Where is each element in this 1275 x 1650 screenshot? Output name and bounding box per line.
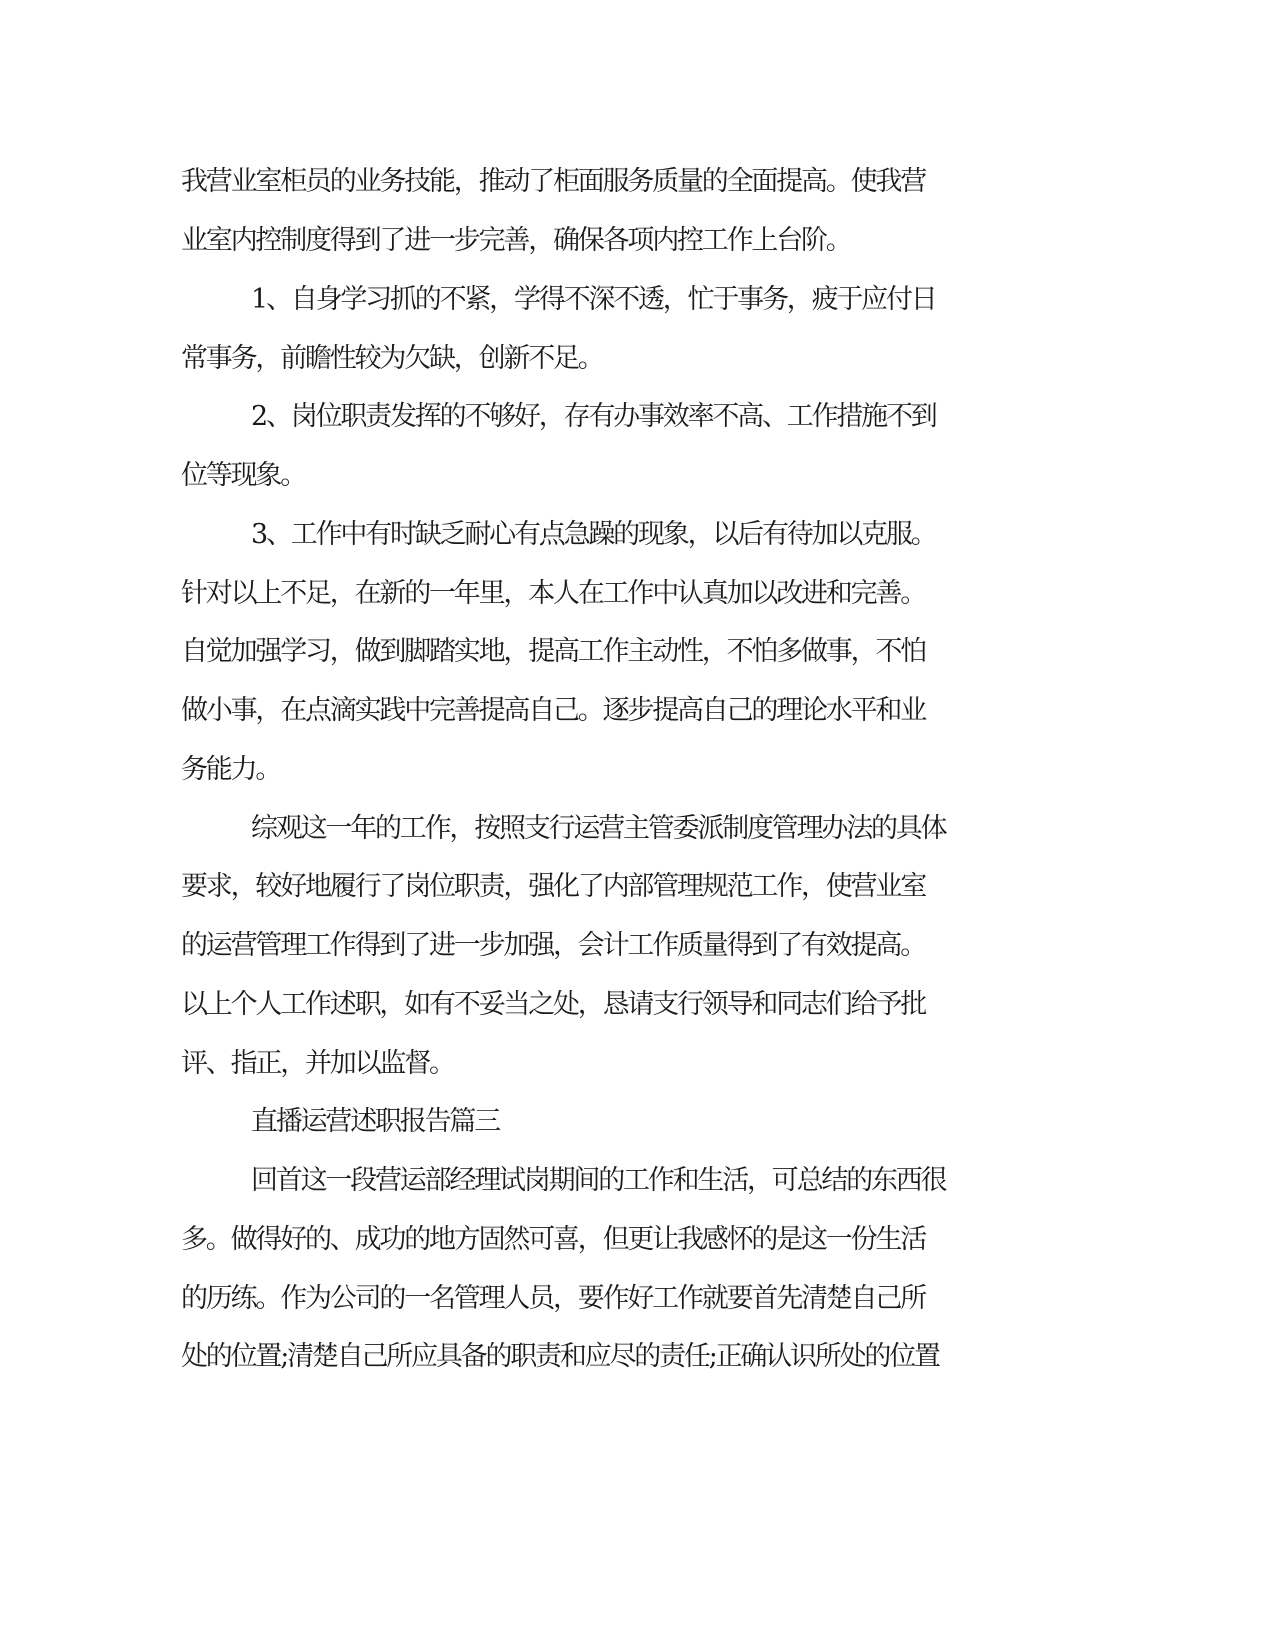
text-line: 自觉加强学习，做到脚踏实地，提高工作主动性，不怕多做事，不怕 — [181, 636, 925, 667]
text-line: 位等现象。 — [181, 460, 305, 491]
text-line: 以上个人工作述职，如有不妥当之处，恳请支行领导和同志们给予批 — [181, 989, 925, 1020]
text-line: 的运营管理工作得到了进一步加强，会计工作质量得到了有效提高。 — [181, 930, 925, 961]
list-item-2: 2、岗位职责发挥的不够好，存有办事效率不高、工作措施不到 — [251, 401, 936, 432]
text-line: 我营业室柜员的业务技能，推动了柜面服务质量的全面提高。使我营 — [181, 166, 925, 197]
paragraph-start: 综观这一年的工作，按照支行运营主管委派制度管理办法的具体 — [251, 813, 946, 844]
text-line: 务能力。 — [181, 754, 281, 785]
text-line: 处的位置;清楚自己所应具备的职责和应尽的责任;正确认识所处的位置 — [181, 1341, 939, 1372]
paragraph-start: 回首这一段营运部经理试岗期间的工作和生活，可总结的东西很 — [251, 1165, 946, 1196]
list-item-1: 1、自身学习抓的不紧，学得不深不透，忙于事务，疲于应付日 — [251, 284, 936, 315]
text-line: 常事务，前瞻性较为欠缺，创新不足。 — [181, 343, 603, 374]
text-line: 多。做得好的、成功的地方固然可喜，但更让我感怀的是这一份生活 — [181, 1224, 925, 1255]
text-line: 要求，较好地履行了岗位职责，强化了内部管理规范工作，使营业室 — [181, 871, 925, 902]
text-line: 做小事，在点滴实践中完善提高自己。逐步提高自己的理论水平和业 — [181, 695, 925, 726]
text-line: 业室内控制度得到了进一步完善，确保各项内控工作上台阶。 — [181, 225, 851, 256]
section-heading: 直播运营述职报告篇三 — [251, 1106, 499, 1137]
list-item-3: 3、工作中有时缺乏耐心有点急躁的现象，以后有待加以克服。 — [251, 519, 936, 550]
text-line: 针对以上不足，在新的一年里，本人在工作中认真加以改进和完善。 — [181, 578, 925, 609]
text-line: 的历练。作为公司的一名管理人员，要作好工作就要首先清楚自己所 — [181, 1283, 925, 1314]
text-line: 评、指正，并加以监督。 — [181, 1048, 454, 1079]
